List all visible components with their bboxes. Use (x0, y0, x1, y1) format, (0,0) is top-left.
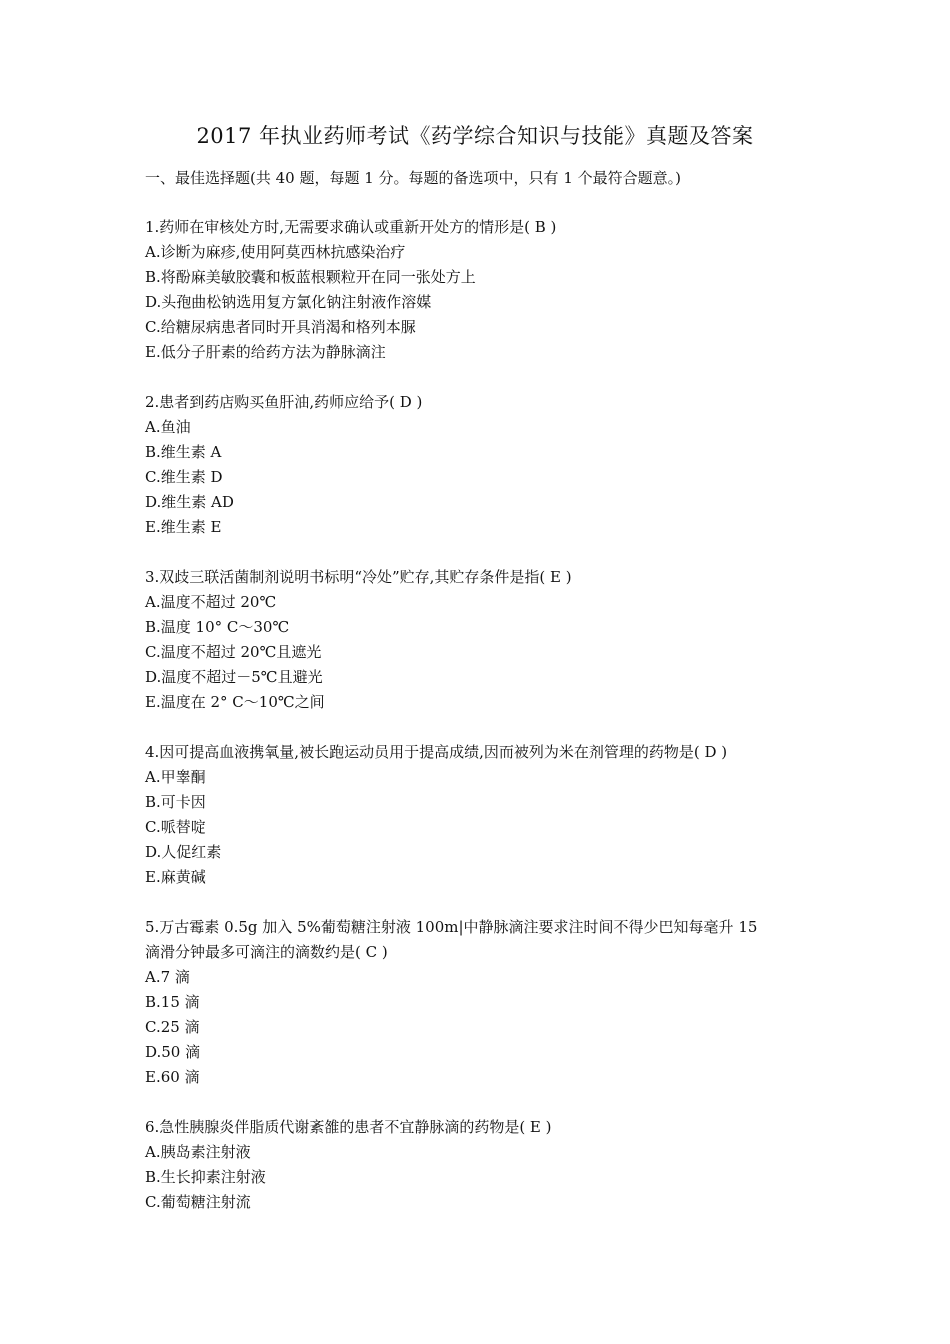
answer-option: D.维生素 AD (145, 493, 234, 511)
answer-option: A.鱼油 (145, 418, 191, 436)
question-list (145, 215, 825, 1240)
answer-option: A.7 滴 (145, 968, 190, 986)
question-stem: 1.药师在审核处方时,无需要求确认或重新开处方的情形是( B ) (145, 218, 557, 236)
answer-option: D.温度不超过－5℃且避光 (145, 668, 323, 686)
answer-option: B.将酚麻美敏胶囊和板蓝根颗粒开在同一张处方上 (145, 268, 476, 286)
answer-option: A.诊断为麻疹,使用阿莫西林抗感染治疗 (145, 243, 406, 261)
answer-option: E.低分子肝素的给药方法为静脉滴注 (145, 343, 386, 361)
answer-option: C.哌替啶 (145, 818, 206, 836)
document-title: 2017 年执业药师考试《药学综合知识与技能》真题及答案 (196, 124, 754, 148)
answer-option: E.麻黄碱 (145, 868, 206, 886)
answer-option: E.温度在 2° C～10℃之间 (145, 693, 325, 711)
answer-option: B.15 滴 (145, 993, 200, 1011)
answer-option: A.甲睾酮 (145, 768, 206, 786)
question-stem: 3.双歧三联活菌制剂说明书标明“冷处”贮存,其贮存条件是指( E ) (145, 568, 572, 586)
question-block (145, 390, 825, 540)
answer-option: B.温度 10° C～30℃ (145, 618, 290, 636)
answer-option: D.50 滴 (145, 1043, 201, 1061)
answer-option: D.头孢曲松钠选用复方氯化钠注射液作溶媒 (145, 293, 432, 311)
answer-option: C.葡萄糖注射流 (145, 1193, 251, 1211)
question-stem: 滴滑分钟最多可滴注的滴数约是( C ) (145, 943, 388, 961)
answer-option: B.可卡因 (145, 793, 206, 811)
question-stem: 5.万古霉素 0.5g 加入 5%葡萄糖注射液 100m|中静脉滴注要求注时间不得少巴知每毫升 15 (145, 918, 758, 936)
answer-option: A.胰岛素注射液 (145, 1143, 251, 1161)
answer-option: D.人促红素 (145, 843, 222, 861)
answer-option: E.60 滴 (145, 1068, 200, 1086)
answer-option: B.维生素 A (145, 443, 222, 461)
question-block (145, 740, 825, 890)
question-stem: 6.急性胰腺炎伴脂质代谢紊雒的患者不宜静脉滴的药物是( E ) (145, 1118, 552, 1136)
answer-option: C.维生素 D (145, 468, 223, 486)
question-block (145, 565, 825, 715)
answer-option: C.给糖尿病患者同时开具消渴和格列本脲 (145, 318, 416, 336)
answer-option: E.维生素 E (145, 518, 222, 536)
section-heading: 一、最佳选择题(共 40 题，每题 1 分。每题的备选项中，只有 1 个最符合题意。) (145, 169, 681, 187)
answer-option: A.温度不超过 20℃ (145, 593, 277, 611)
answer-option: B.生长抑素注射液 (145, 1168, 266, 1186)
question-block (145, 915, 825, 1090)
question-block (145, 1115, 825, 1215)
answer-option: C.25 滴 (145, 1018, 200, 1036)
question-stem: 2.患者到药店购买鱼肝油,药师应给予( D ) (145, 393, 423, 411)
answer-option: C.温度不超过 20℃且遮光 (145, 643, 322, 661)
question-stem: 4.因可提高血液携氧量,被长跑运动员用于提高成绩,因而被列为米在剂管理的药物是( D ) (145, 743, 728, 761)
question-block (145, 215, 825, 365)
